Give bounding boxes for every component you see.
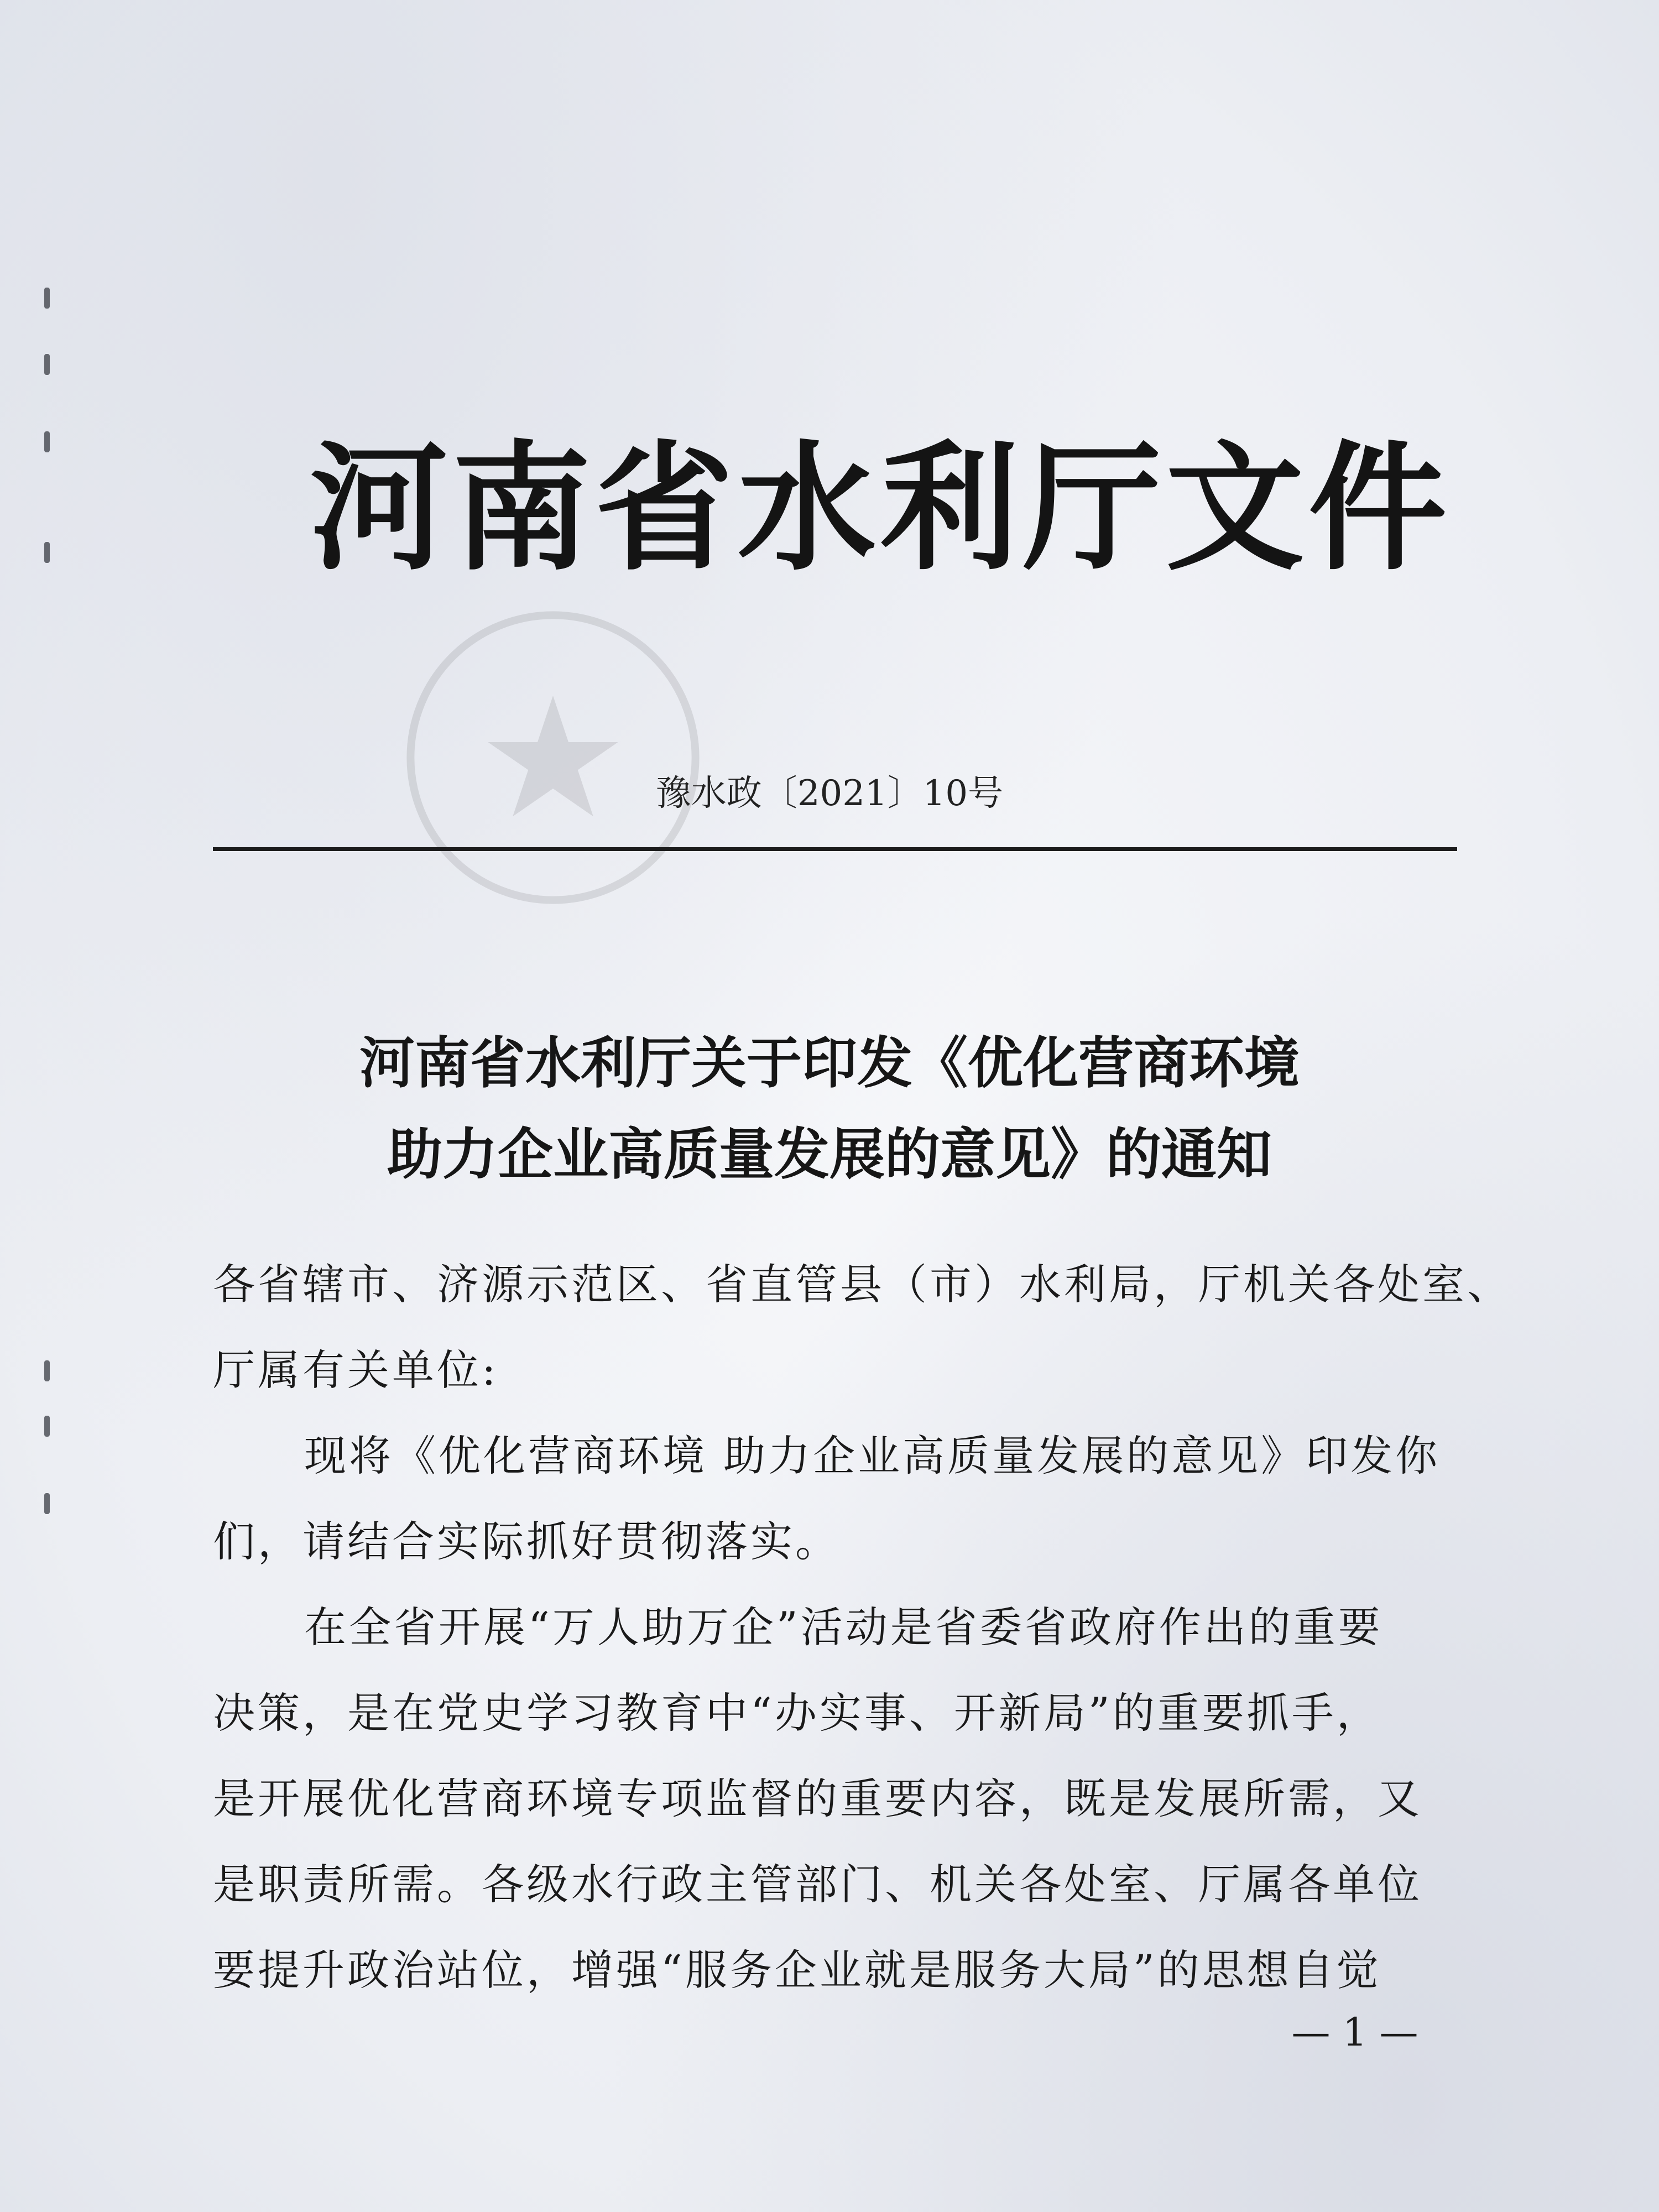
document-number: 豫水政〔2021〕10号 — [655, 773, 1004, 814]
document-header-title: 河南省水利厅文件 — [310, 428, 1451, 589]
body-line: 现将《优化营商环境 助力企业高质量发展的意见》印发你 — [304, 1431, 1441, 1480]
notice-title-line: 河南省水利厅关于印发《优化营商环境 — [359, 1030, 1300, 1095]
binding-holes — [33, 288, 66, 1725]
header-divider-line — [213, 847, 1457, 851]
body-line: 在全省开展“万人助万企”活动是省委省政府作出的重要 — [304, 1603, 1383, 1652]
body-line: 们，请结合实际抓好贯彻落实。 — [213, 1517, 840, 1566]
notice-title-line: 助力企业高质量发展的意见》的通知 — [387, 1121, 1272, 1187]
body-line-addressee: 厅属有关单位: — [213, 1345, 499, 1395]
body-line-addressee: 各省辖市、济源示范区、省直管县（市）水利局，厅机关各处室、 — [213, 1260, 1512, 1309]
faded-seal-watermark — [398, 603, 708, 912]
page-number: — 1 — — [1291, 2010, 1418, 2055]
document-body — [213, 1241, 1512, 2013]
body-line: 是职责所需。各级水行政主管部门、机关各处室、厅属各单位 — [213, 1860, 1422, 1909]
body-line: 是开展优化营商环境专项监督的重要内容，既是发展所需，又 — [213, 1774, 1422, 1823]
notice-title — [232, 1018, 1427, 1200]
body-line: 决策，是在党史学习教育中“办实事、开新局”的重要抓手， — [213, 1688, 1381, 1738]
body-line: 要提升政治站位，增强“服务企业就是服务大局”的思想自觉 — [213, 1945, 1381, 1995]
